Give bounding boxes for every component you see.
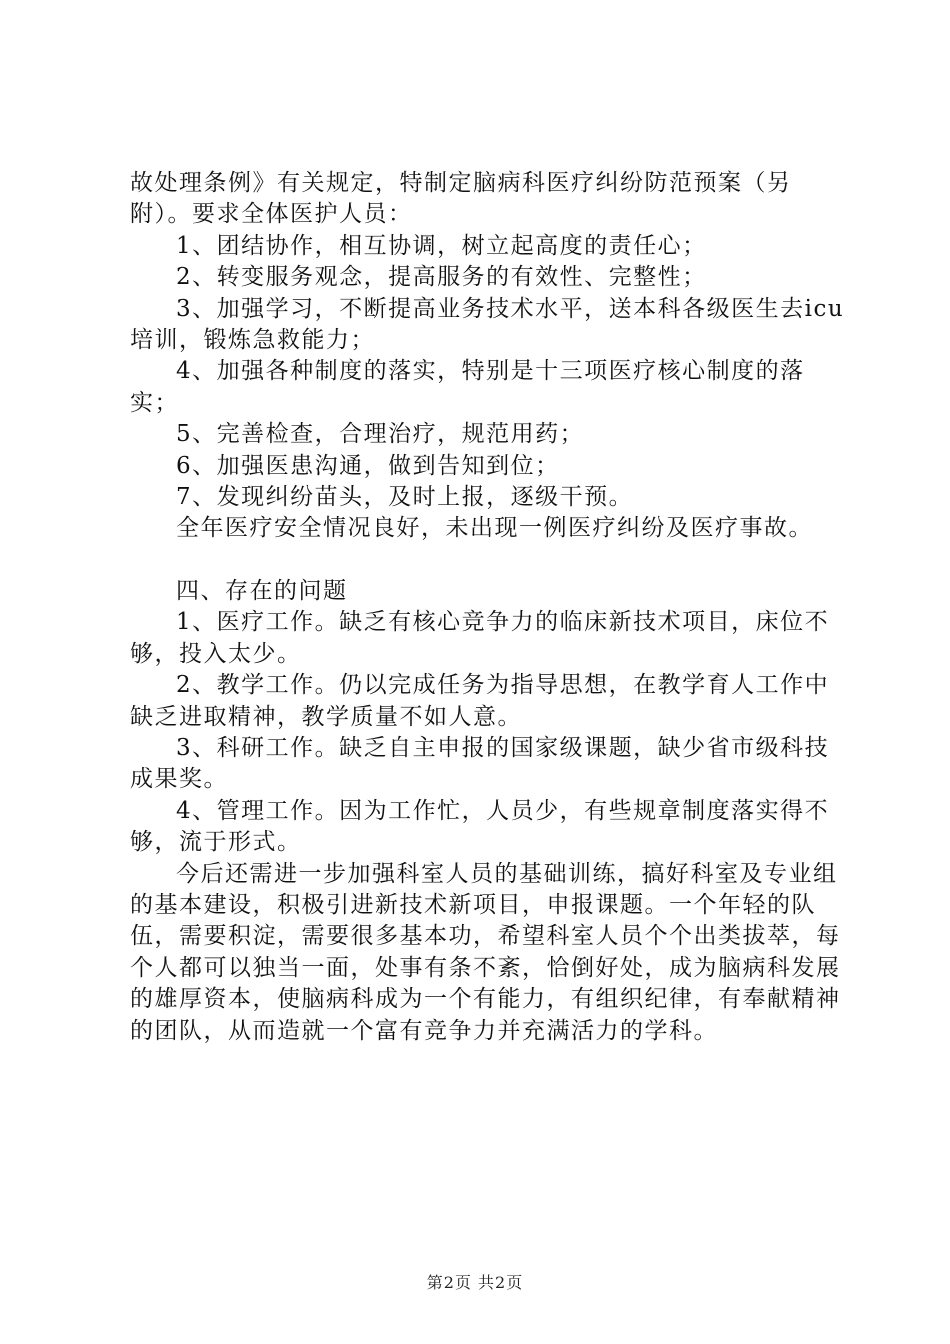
section-heading-problems: 四、存在的问题 (176, 577, 348, 604)
paragraph-problem-2: 2、教学工作。仍以完成任务为指导思想，在教学育人工作中缺乏进取精神，教学质量不如人意。 (130, 672, 830, 730)
paragraph-item-5: 5、完善检查，合理治疗，规范用药； (176, 421, 585, 448)
paragraph-outlook: 今后还需进一步加强科室人员的基础训练，搞好科室及专业组的基本建设，积极引进新技术新项目，申报课题。一个年轻的队伍，需要积淀，需要很多基本功，希望科室人员个个出类拔萃，每个人都可以独当一面，处事有条不紊，恰倒好处，成为脑病科发展的雄厚资本，使脑病科成为一个有能力，有组织纪律，有奉献精神的团队，从而造就一个富有竞争力并充满活力的学科。 (130, 860, 841, 1044)
paragraph-problem-1: 1、医疗工作。缺乏有核心竞争力的临床新技术项目，床位不够，投入太少。 (130, 609, 830, 667)
paragraph-item-1: 1、团结协作，相互协调，树立起高度的责任心； (176, 232, 707, 259)
paragraph-safety-summary: 全年医疗安全情况良好，未出现一例医疗纠纷及医疗事故。 (176, 515, 813, 542)
paragraph-continuation: 故处理条例》有关规定，特制定脑病科医疗纠纷防范预案（另附）。要求全体医护人员： (130, 170, 792, 228)
paragraph-item-3: 3、加强学习，不断提高业务技术水平，送本科各级医生去icu培训，锻炼急救能力； (130, 295, 845, 354)
paragraph-problem-4: 4、管理工作。因为工作忙，人员少，有些规章制度落实得不够，流于形式。 (130, 797, 830, 856)
paragraph-item-2: 2、转变服务观念，提高服务的有效性、完整性； (176, 264, 707, 291)
document-body (130, 168, 850, 1047)
paragraph-item-7: 7、发现纠纷苗头，及时上报，逐级干预。 (176, 484, 634, 511)
paragraph-item-4: 4、加强各种制度的落实，特别是十三项医疗核心制度的落实； (130, 358, 805, 416)
paragraph-item-6: 6、加强医患沟通，做到告知到位； (176, 452, 560, 479)
paragraph-problem-3: 3、科研工作。缺乏自主申报的国家级课题，缺少省市级科技成果奖。 (130, 734, 830, 793)
page-number-footer: 第2页 共2页 (426, 1273, 524, 1292)
section-gap (130, 545, 850, 576)
